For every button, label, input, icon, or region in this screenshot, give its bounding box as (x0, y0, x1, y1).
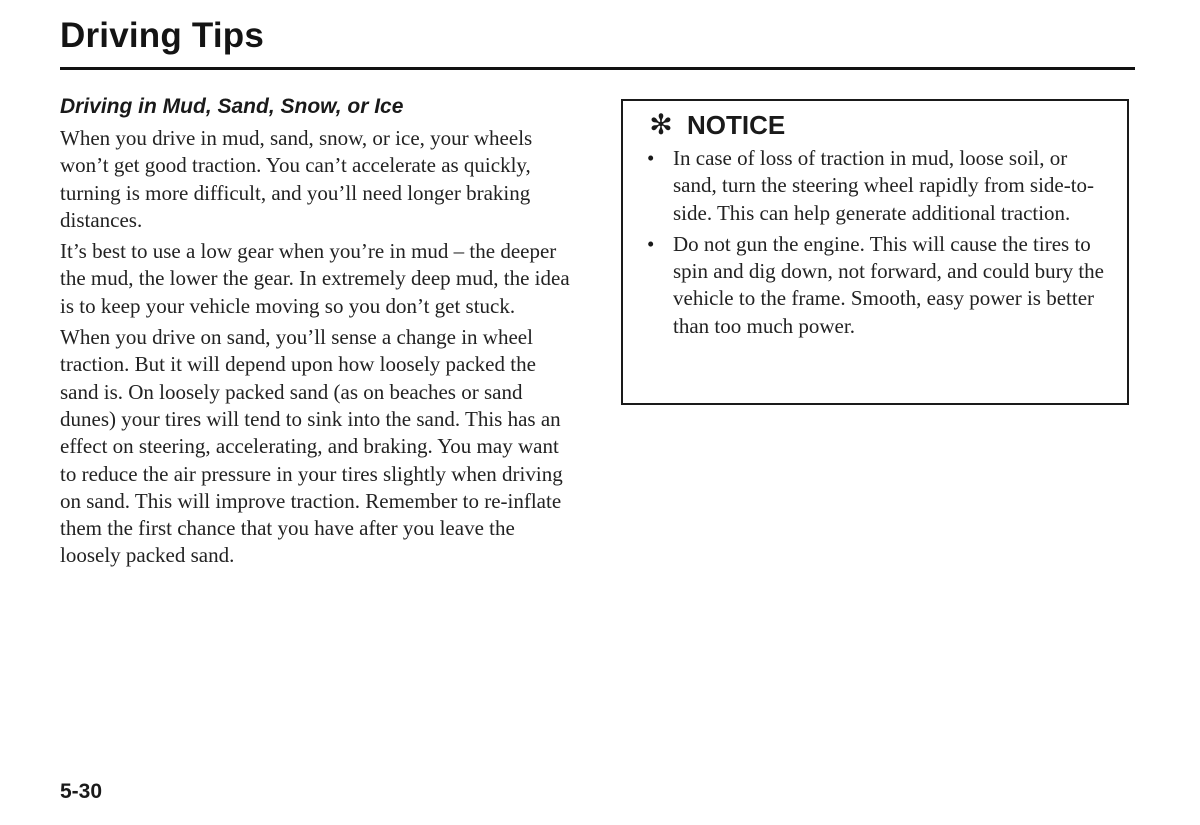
section-heading: Driving in Mud, Sand, Snow, or Ice (60, 95, 404, 118)
paragraph-sand: When you drive on sand, you’ll sense a change in wheel traction. But it will depend upon how loosely packed the sand is. On loosely packed sand (as on beaches or sand dunes) your tires will tend to sink into the sand. This has an effect on steering, accelerating, and braking. You may want to reduce the air pressure in your tires slightly when driving on sand. This will improve traction. Remember to re-inflate them the first chance that you have after you leave the loosely packed sand. (60, 325, 563, 568)
main-column (60, 93, 575, 574)
notice-item-text: Do not gun the engine. This will cause the tires to spin and dig down, not forward, and could bury the vehicle to the frame. Smooth, easy power is better than too much power. (673, 231, 1105, 338)
notice-box (621, 99, 1129, 405)
paragraph-mud: It’s best to use a low gear when you’re in mud – the deeper the mud, the lower the gear. In extremely deep mud, the idea is to keep your vehicle moving so you don’t get stuck. (60, 239, 570, 318)
list-item (647, 145, 1107, 227)
notice-header (647, 109, 1107, 141)
notice-title: NOTICE (687, 110, 786, 140)
bullet-icon: • (647, 231, 655, 256)
asterisk-icon: ✻ (649, 109, 673, 140)
page-number: 5-30 (60, 780, 103, 803)
bullet-icon: • (647, 146, 655, 170)
paragraph-traction: When you drive in mud, sand, snow, or ice, your wheels won’t get good traction. You can’t accelerate as quickly, turning is more difficult, and you’ll need longer braking distances. (60, 126, 533, 232)
notice-item-text: In case of loss of traction in mud, loose soil, or sand, turn the steering wheel rapidly from side-to-side. This can help generate additional traction. (673, 146, 1095, 225)
header-divider (60, 67, 1135, 70)
list-item (647, 231, 1107, 340)
page-title: Driving Tips (60, 16, 265, 55)
notice-list (647, 145, 1107, 340)
